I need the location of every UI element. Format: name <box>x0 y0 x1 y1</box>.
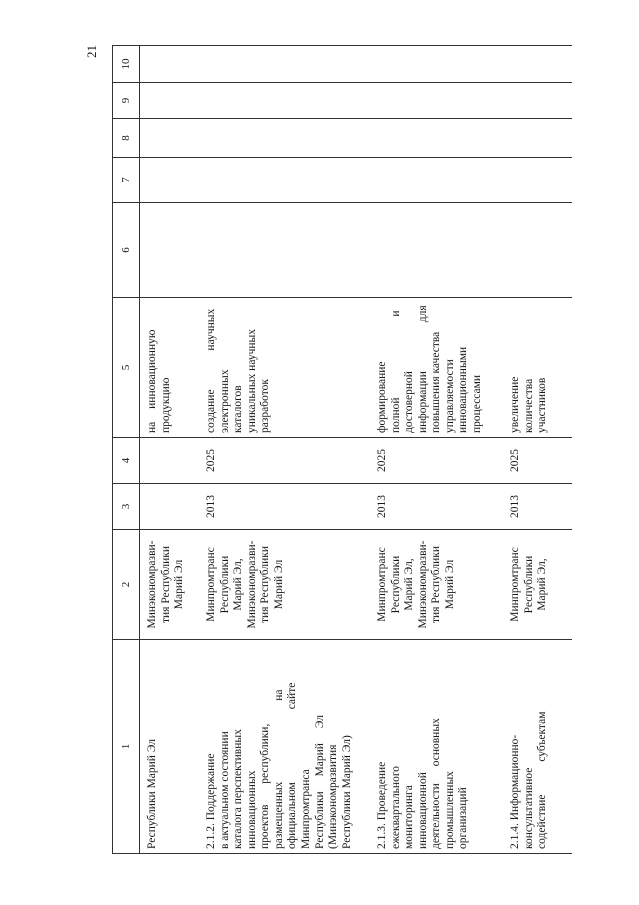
cell-line: консультативное <box>522 767 535 849</box>
end-year-cell: 2025 <box>197 438 368 484</box>
col-header: 9 <box>113 83 140 119</box>
start-year-cell: 2013 <box>197 484 368 530</box>
col-header: 10 <box>113 46 140 83</box>
cell-line: Минэкономразви- <box>245 540 258 629</box>
empty-cell <box>197 119 368 158</box>
empty-cell <box>501 158 572 203</box>
empty-cell <box>197 203 368 298</box>
empty-cell <box>140 46 198 83</box>
cell-line: Минпромтранса <box>299 769 312 849</box>
cell-line: Республики Марий Эл <box>313 714 326 849</box>
cell-line: управляемости <box>443 359 456 433</box>
empty-cell <box>140 119 198 158</box>
executor-cell <box>368 530 501 640</box>
cell-line: продукцию <box>159 377 172 433</box>
cell-line: тия Республики <box>430 545 443 624</box>
cell-line: участников <box>536 377 549 433</box>
col-header: 6 <box>113 203 140 298</box>
start-year-cell <box>140 484 198 530</box>
table-row <box>197 46 368 854</box>
col-header: 4 <box>113 438 140 484</box>
executor-cell <box>140 530 198 640</box>
event-name-cell <box>501 640 572 854</box>
col-header: 8 <box>113 119 140 158</box>
table-row <box>501 46 572 854</box>
cell-line: тия Республики <box>159 545 172 624</box>
cell-line: в актуальном состоянии <box>218 731 231 849</box>
empty-cell <box>197 46 368 83</box>
empty-cell <box>368 46 501 83</box>
cell-line: Марий Эл, <box>403 558 416 611</box>
empty-cell <box>501 83 572 119</box>
cell-line: тия Республики <box>259 545 272 624</box>
cell-line: повышения качества <box>430 331 443 433</box>
cell-line: информации для <box>416 305 429 433</box>
cell-line: уникальных научных <box>245 328 258 433</box>
cell-line: Марий Эл <box>272 559 285 610</box>
cell-line: достоверной <box>403 371 416 433</box>
page-number: 21 <box>84 45 99 58</box>
empty-cell <box>368 158 501 203</box>
cell-line: каталога перспективных <box>232 729 245 849</box>
result-cell <box>140 298 198 438</box>
empty-cell <box>501 119 572 158</box>
cell-line: (Минэкономразвития <box>327 744 340 849</box>
event-name-cell <box>140 640 198 854</box>
cell-line: электронных <box>218 369 231 433</box>
empty-cell <box>140 83 198 119</box>
cell-line: Республики <box>218 555 231 614</box>
cell-line: Республики <box>522 555 535 614</box>
event-name-cell <box>368 640 501 854</box>
executor-cell <box>197 530 368 640</box>
cell-line: Республики <box>389 555 402 614</box>
cell-line: 2.1.2. Поддержание <box>205 753 217 849</box>
cell-line: количества <box>522 378 535 433</box>
cell-line: организаций <box>457 787 470 849</box>
cell-line: содействие субъектам <box>536 711 549 849</box>
cell-line: инновационной <box>416 772 429 849</box>
table-row <box>368 46 501 854</box>
cell-line: Марий Эл <box>443 559 456 610</box>
empty-cell <box>501 46 572 83</box>
col-header: 2 <box>113 530 140 640</box>
cell-line: ежеквартального <box>389 765 402 849</box>
empty-cell <box>197 83 368 119</box>
cell-line: Минпромтранс <box>376 547 388 622</box>
header-row <box>113 46 140 854</box>
event-name-cell <box>197 640 368 854</box>
table-row <box>140 46 198 854</box>
col-header: 1 <box>113 640 140 854</box>
cell-line: размещенных на <box>272 689 285 849</box>
cell-line: формирование <box>376 361 388 433</box>
cell-line: официальном сайте <box>286 682 299 849</box>
empty-cell <box>140 158 198 203</box>
empty-cell <box>368 203 501 298</box>
end-year-cell: 2025 <box>501 438 572 484</box>
cell-line: 2.1.3. Проведение <box>376 761 388 849</box>
cell-line: Марий Эл, <box>536 558 549 611</box>
cell-line: инновационными <box>457 346 470 433</box>
cell-line: каталогов <box>232 385 245 433</box>
cell-line: мониторинга <box>403 785 416 849</box>
col-header: 5 <box>113 298 140 438</box>
result-cell <box>368 298 501 438</box>
cell-line: полной и <box>389 310 402 433</box>
cell-line: Минэкономразви- <box>146 540 158 629</box>
cell-line: промышленных <box>443 771 456 849</box>
program-table-rotated <box>112 46 549 854</box>
cell-line: Минпромтранс <box>509 547 521 622</box>
cell-line: 2.1.4. Информационно- <box>509 734 521 849</box>
cell-line: создание научных <box>205 308 217 433</box>
cell-line: на инновационную <box>146 329 158 433</box>
cell-line: Марий Эл <box>173 559 186 610</box>
cell-line: проектов республики, <box>259 723 272 849</box>
col-header: 3 <box>113 484 140 530</box>
cell-line: Республики Марий Эл) <box>340 735 353 849</box>
cell-line: процессами <box>470 374 483 433</box>
empty-cell <box>197 158 368 203</box>
cell-line: Республики Марий Эл <box>146 738 158 849</box>
empty-cell <box>140 203 198 298</box>
cell-line: Минэкономразви- <box>416 540 429 629</box>
cell-line: инновационных <box>245 770 258 849</box>
cell-line: Марий Эл, <box>232 558 245 611</box>
end-year-cell: 2025 <box>368 438 501 484</box>
executor-cell <box>501 530 572 640</box>
start-year-cell: 2013 <box>501 484 572 530</box>
cell-line: разработок <box>259 379 272 433</box>
col-header: 7 <box>113 158 140 203</box>
cell-line: Минпромтранс <box>205 547 217 622</box>
result-cell <box>197 298 368 438</box>
empty-cell <box>501 203 572 298</box>
cell-line: деятельности основных <box>430 718 443 849</box>
result-cell <box>501 298 572 438</box>
end-year-cell <box>140 438 198 484</box>
empty-cell <box>368 83 501 119</box>
program-table <box>112 45 572 854</box>
start-year-cell: 2013 <box>368 484 501 530</box>
cell-line: увеличение <box>509 376 521 433</box>
empty-cell <box>368 119 501 158</box>
